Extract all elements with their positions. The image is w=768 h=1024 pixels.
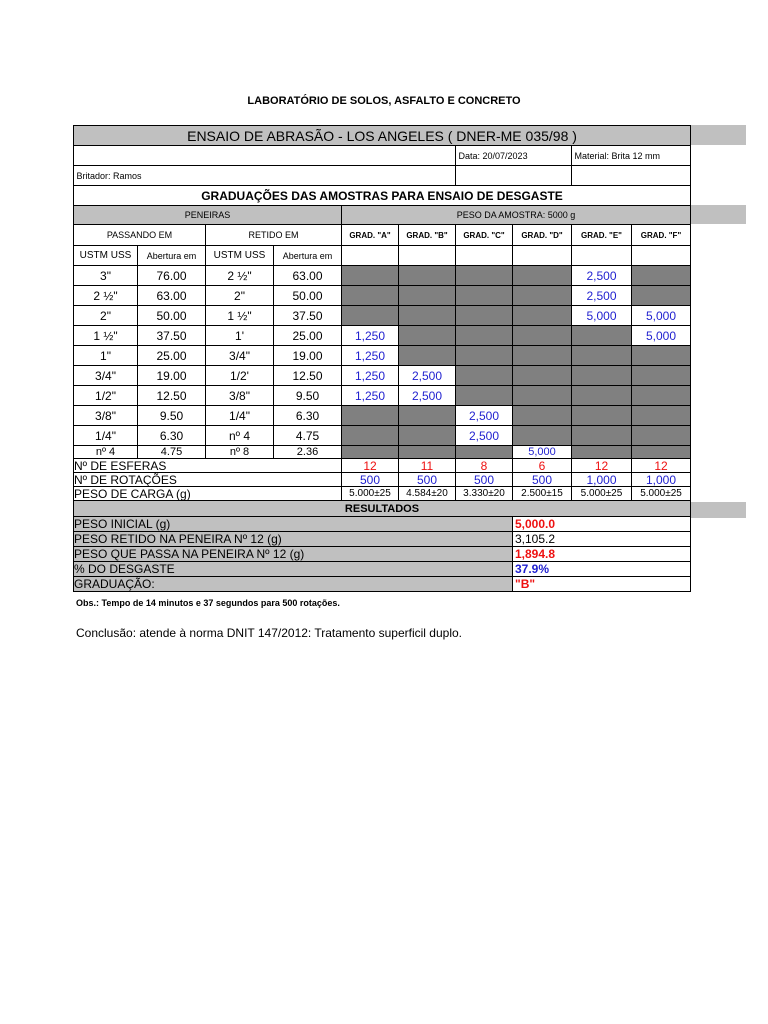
retido-abertura: 9.50	[274, 386, 342, 406]
result-value: 1,894.8	[513, 547, 691, 562]
grad-e-value	[572, 446, 632, 459]
grad-c-value	[456, 306, 513, 326]
esferas-e: 12	[572, 459, 632, 473]
rotacoes-f: 1,000	[632, 473, 691, 487]
retido-uss: 2"	[206, 286, 274, 306]
retido-uss: 1/2'	[206, 366, 274, 386]
grad-b-value	[399, 306, 456, 326]
grad-a-value: 1,250	[342, 326, 399, 346]
result-row	[74, 577, 691, 592]
grad-f-value	[632, 286, 691, 306]
result-label: PESO INICIAL (g)	[74, 517, 513, 532]
grad-e-value: 5,000	[572, 306, 632, 326]
retido-abertura: 25.00	[274, 326, 342, 346]
grad-a-value	[342, 446, 399, 459]
carga-c: 3.330±20	[456, 487, 513, 501]
carga-e: 5.000±25	[572, 487, 632, 501]
sieve-row	[74, 386, 691, 406]
retido-abertura: 19.00	[274, 346, 342, 366]
resultados-header: RESULTADOS	[74, 501, 691, 517]
test-title: ENSAIO DE ABRASÃO - LOS ANGELES ( DNER-ME 035/98 )	[74, 126, 691, 146]
passando-abertura: 12.50	[138, 386, 206, 406]
grad-c-value	[456, 286, 513, 306]
esferas-d: 6	[513, 459, 572, 473]
retido-header: RETIDO EM	[206, 225, 342, 246]
retido-abertura: 6.30	[274, 406, 342, 426]
grad-c-value	[456, 346, 513, 366]
grad-c-value	[456, 326, 513, 346]
grad-d-value	[513, 406, 572, 426]
grad-a-value	[342, 406, 399, 426]
grad-a-header: GRAD. "A"	[342, 225, 399, 246]
passando-uss: 3/4"	[74, 366, 138, 386]
sieve-row	[74, 266, 691, 286]
esferas-b: 11	[399, 459, 456, 473]
grad-e-header: GRAD. "E"	[572, 225, 632, 246]
grad-a-value: 1,250	[342, 386, 399, 406]
grad-a-value: 1,250	[342, 346, 399, 366]
sieve-row	[74, 366, 691, 386]
grad-b-value	[399, 446, 456, 459]
passando-abertura: 76.00	[138, 266, 206, 286]
blank-cell	[399, 246, 456, 266]
grad-b-value	[399, 406, 456, 426]
passando-abertura: 50.00	[138, 306, 206, 326]
retido-abertura-header: Abertura em	[274, 246, 342, 266]
rotacoes-c: 500	[456, 473, 513, 487]
grad-e-value	[572, 386, 632, 406]
observation-note: Obs.: Tempo de 14 minutos e 37 segundos para 500 rotações.	[76, 598, 340, 608]
blank-cell	[572, 166, 691, 186]
sieve-row	[74, 286, 691, 306]
passando-abertura: 63.00	[138, 286, 206, 306]
grad-d-value	[513, 386, 572, 406]
passando-uss: nº 4	[74, 446, 138, 459]
grad-c-value: 2,500	[456, 406, 513, 426]
grad-b-value: 2,500	[399, 386, 456, 406]
grad-d-value	[513, 326, 572, 346]
material-cell	[572, 146, 691, 166]
blank-cell	[632, 246, 691, 266]
grad-f-value: 5,000	[632, 306, 691, 326]
retido-abertura: 4.75	[274, 426, 342, 446]
retido-uss-header: USTM USS	[206, 246, 274, 266]
peneiras-header: PENEIRAS	[74, 206, 342, 225]
rotacoes-e: 1,000	[572, 473, 632, 487]
rotacoes-b: 500	[399, 473, 456, 487]
rotacoes-d: 500	[513, 473, 572, 487]
grad-a-value	[342, 426, 399, 446]
rotacoes-a: 500	[342, 473, 399, 487]
passando-uss: 3/8"	[74, 406, 138, 426]
conclusion-text: Conclusão: atende à norma DNIT 147/2012: Tratamento superficil duplo.	[76, 626, 463, 640]
retido-uss: nº 8	[206, 446, 274, 459]
grad-c-value	[456, 366, 513, 386]
grad-e-value	[572, 366, 632, 386]
grad-f-value	[632, 406, 691, 426]
passando-uss: 1/4"	[74, 426, 138, 446]
carga-label: PESO DE CARGA (g)	[74, 487, 342, 501]
britador: Britador: Ramos	[76, 170, 142, 181]
result-value: 5,000.0	[513, 517, 691, 532]
title-band-extension	[690, 125, 746, 145]
grad-f-value	[632, 446, 691, 459]
carga-b: 4.584±20	[399, 487, 456, 501]
esferas-c: 8	[456, 459, 513, 473]
passando-abertura: 6.30	[138, 426, 206, 446]
grad-a-value: 1,250	[342, 366, 399, 386]
retido-uss: 3/4"	[206, 346, 274, 366]
passando-abertura: 25.00	[138, 346, 206, 366]
passando-uss: 2"	[74, 306, 138, 326]
grad-f-value	[632, 386, 691, 406]
grad-b-value	[399, 426, 456, 446]
britador-cell	[74, 166, 456, 186]
carga-label-row	[74, 487, 691, 501]
sieve-row	[74, 446, 691, 459]
carga-f: 5.000±25	[632, 487, 691, 501]
grad-d-value	[513, 426, 572, 446]
rotacoes-label-row	[74, 473, 691, 487]
grad-f-value: 5,000	[632, 326, 691, 346]
grad-d-value: 5,000	[513, 446, 572, 459]
grad-d-header: GRAD. "D"	[513, 225, 572, 246]
result-label: PESO QUE PASSA NA PENEIRA Nº 12 (g)	[74, 547, 513, 562]
sieve-row	[74, 346, 691, 366]
grad-d-value	[513, 266, 572, 286]
result-row	[74, 517, 691, 532]
grad-d-value	[513, 306, 572, 326]
passando-abertura-header: Abertura em	[138, 246, 206, 266]
result-value: 37.9%	[513, 562, 691, 577]
grad-f-value	[632, 346, 691, 366]
grad-e-value: 2,500	[572, 286, 632, 306]
material: Material: Brita 12 mm	[574, 150, 661, 161]
grad-c-value	[456, 386, 513, 406]
sieve-row	[74, 406, 691, 426]
result-value: "B"	[513, 577, 691, 592]
result-row	[74, 532, 691, 547]
passando-abertura: 19.00	[138, 366, 206, 386]
grad-e-value	[572, 326, 632, 346]
peneiras-band-extension	[690, 205, 746, 224]
blank-cell	[456, 246, 513, 266]
grad-b-value: 2,500	[399, 366, 456, 386]
retido-abertura: 37.50	[274, 306, 342, 326]
grad-f-value	[632, 366, 691, 386]
passando-uss: 1 ½"	[74, 326, 138, 346]
grad-a-value	[342, 266, 399, 286]
esferas-f: 12	[632, 459, 691, 473]
result-row	[74, 547, 691, 562]
retido-uss: 1/4"	[206, 406, 274, 426]
result-label: GRADUAÇÃO:	[74, 577, 513, 592]
passando-abertura: 37.50	[138, 326, 206, 346]
grad-e-value: 2,500	[572, 266, 632, 286]
result-row	[74, 562, 691, 577]
esferas-label-row	[74, 459, 691, 473]
grad-b-value	[399, 286, 456, 306]
retido-abertura: 2.36	[274, 446, 342, 459]
grad-c-value	[456, 266, 513, 286]
retido-abertura: 50.00	[274, 286, 342, 306]
peso-amostra-header: PESO DA AMOSTRA: 5000 g	[342, 206, 691, 225]
grad-c-value	[456, 446, 513, 459]
passando-uss: 2 ½"	[74, 286, 138, 306]
grad-e-value	[572, 406, 632, 426]
grad-b-value	[399, 346, 456, 366]
esferas-a: 12	[342, 459, 399, 473]
abrasion-test-sheet	[73, 125, 691, 592]
blank-cell	[572, 246, 632, 266]
passando-uss: 3"	[74, 266, 138, 286]
retido-uss: 1'	[206, 326, 274, 346]
sieve-row	[74, 426, 691, 446]
blank-cell	[513, 246, 572, 266]
retido-abertura: 63.00	[274, 266, 342, 286]
grad-d-value	[513, 366, 572, 386]
graduations-title: GRADUAÇÕES DAS AMOSTRAS PARA ENSAIO DE DESGASTE	[74, 186, 691, 206]
passando-abertura: 9.50	[138, 406, 206, 426]
blank-cell	[342, 246, 399, 266]
retido-uss: 3/8"	[206, 386, 274, 406]
carga-a: 5.000±25	[342, 487, 399, 501]
grad-b-value	[399, 266, 456, 286]
result-label: % DO DESGASTE	[74, 562, 513, 577]
grad-f-value	[632, 426, 691, 446]
retido-uss: 1 ½"	[206, 306, 274, 326]
carga-d: 2.500±15	[513, 487, 572, 501]
grad-f-value	[632, 266, 691, 286]
grad-f-header: GRAD. "F"	[632, 225, 691, 246]
rotacoes-label: Nº DE ROTAÇÕES	[74, 473, 342, 487]
grad-a-value	[342, 286, 399, 306]
resultados-band-extension	[690, 502, 746, 518]
lab-title: LABORATÓRIO DE SOLOS, ASFALTO E CONCRETO	[247, 95, 521, 107]
date: Data: 20/07/2023	[458, 150, 528, 161]
grad-e-value	[572, 426, 632, 446]
sieve-row	[74, 326, 691, 346]
grad-d-value	[513, 346, 572, 366]
passando-uss: 1/2"	[74, 386, 138, 406]
retido-uss: nº 4	[206, 426, 274, 446]
passando-abertura: 4.75	[138, 446, 206, 459]
grad-a-value	[342, 306, 399, 326]
retido-abertura: 12.50	[274, 366, 342, 386]
grad-c-header: GRAD. "C"	[456, 225, 513, 246]
retido-uss: 2 ½"	[206, 266, 274, 286]
grad-c-value: 2,500	[456, 426, 513, 446]
passando-uss-header: USTM USS	[74, 246, 138, 266]
passando-uss: 1"	[74, 346, 138, 366]
blank-cell	[74, 146, 456, 166]
result-label: PESO RETIDO NA PENEIRA Nº 12 (g)	[74, 532, 513, 547]
grad-b-value	[399, 326, 456, 346]
esferas-label: Nº DE ESFERAS	[74, 459, 342, 473]
sieve-row	[74, 306, 691, 326]
result-value: 3,105.2	[513, 532, 691, 547]
passando-header: PASSANDO EM	[74, 225, 206, 246]
blank-cell	[456, 166, 572, 186]
grad-e-value	[572, 346, 632, 366]
date-cell	[456, 146, 572, 166]
grad-b-header: GRAD. "B"	[399, 225, 456, 246]
grad-d-value	[513, 286, 572, 306]
